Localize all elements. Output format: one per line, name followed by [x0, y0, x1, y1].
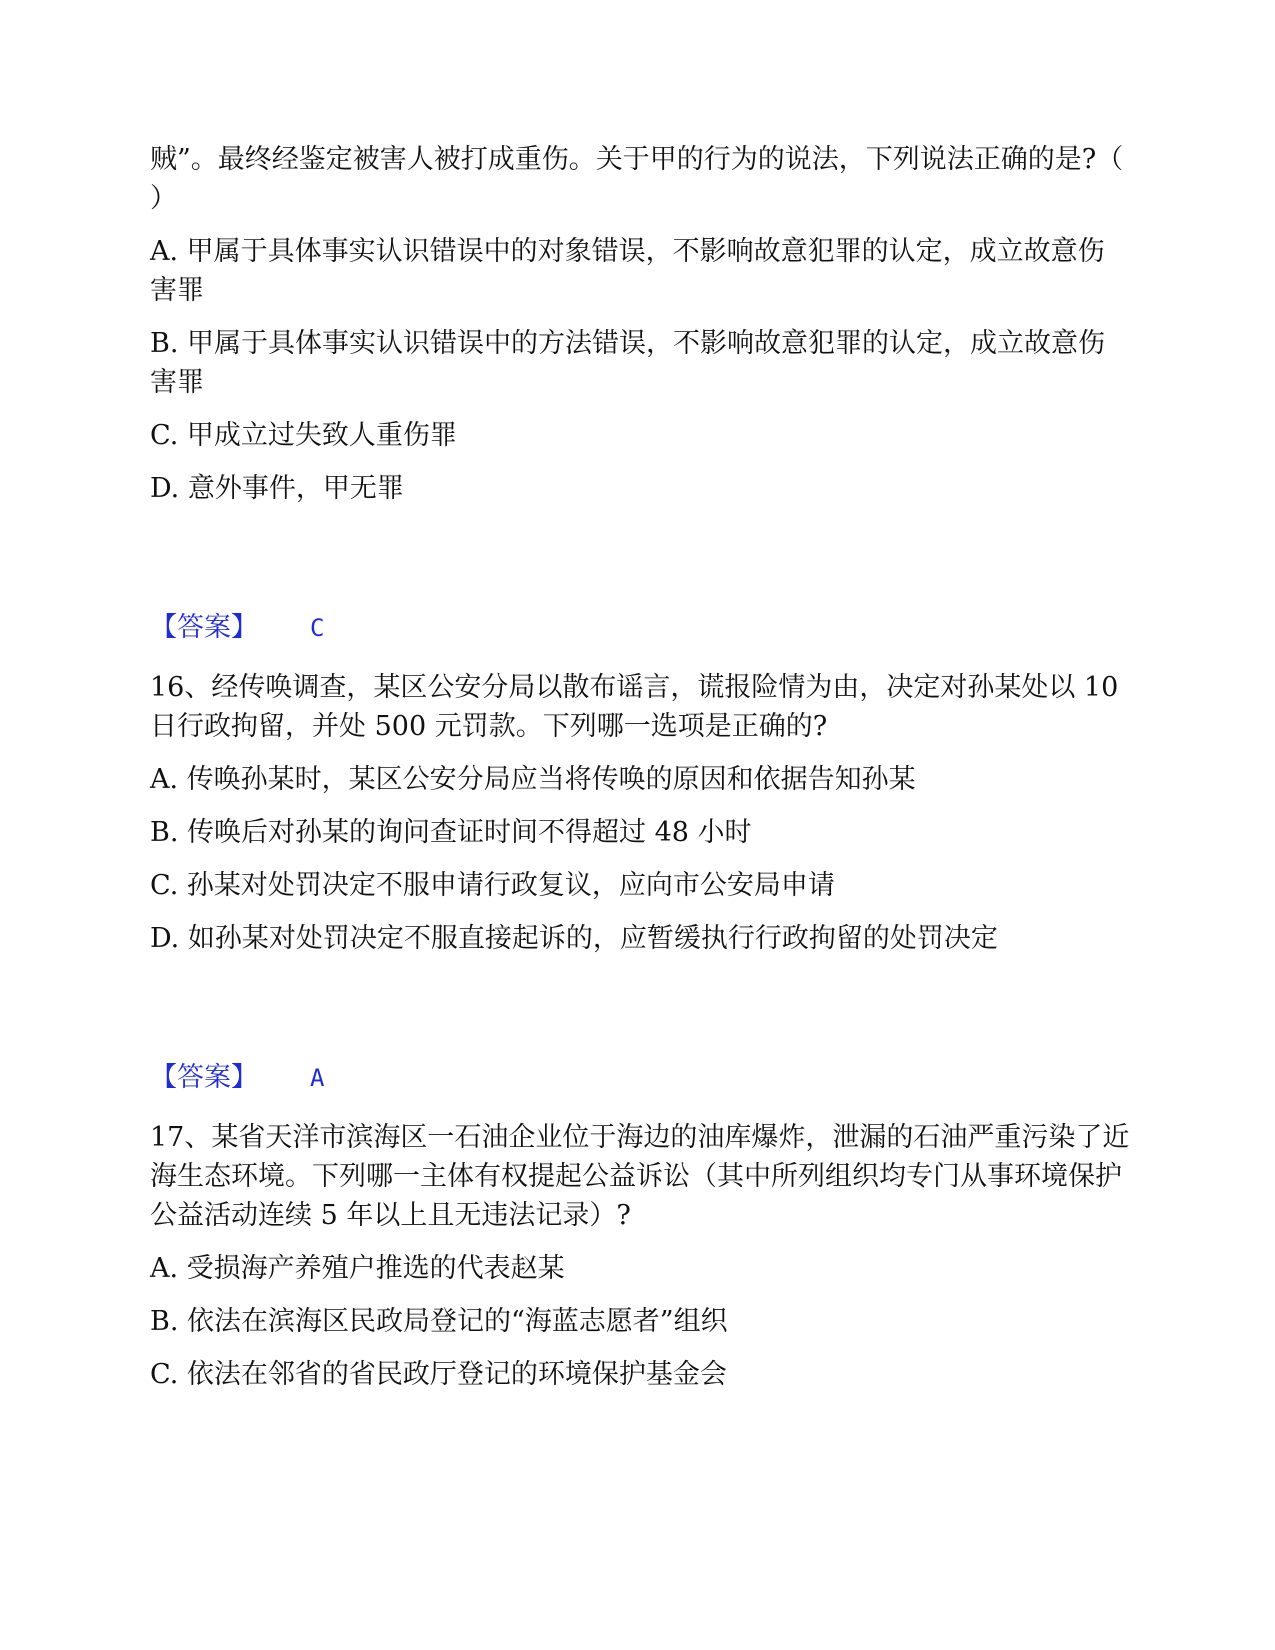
question-15-stem: 贼”。最终经鉴定被害人被打成重伤。关于甲的行为的说法，下列说法正确的是?（ ） [150, 144, 1124, 214]
question-15-option-d: D. 意外事件，甲无罪 [150, 473, 404, 504]
question-16-option-d: D. 如孙某对处罚决定不服直接起诉的，应暂缓执行行政拘留的处罚决定 [150, 923, 998, 954]
question-16-stem: 16、经传唤调查，某区公安分局以散布谣言，谎报险情为由，决定对孙某处以 10 日行政拘留，并处 500 元罚款。下列哪一选项是正确的? [150, 672, 1119, 742]
answer-15 [150, 608, 1130, 648]
question-15-option-b: B. 甲属于具体事实认识错误中的方法错误，不影响故意犯罪的认定，成立故意伤害罪 [150, 328, 1106, 398]
answer-16 [150, 1058, 1130, 1098]
question-16-option-a: A. 传唤孙某时，某区公安分局应当将传唤的原因和依据告知孙某 [150, 764, 916, 795]
question-17-option-b: B. 依法在滨海区民政局登记的“海蓝志愿者”组织 [150, 1306, 728, 1337]
answer-label: 【答案】 [150, 1062, 258, 1093]
question-17-option-a: A. 受损海产养殖户推选的代表赵某 [150, 1253, 565, 1284]
question-16-option-c: C. 孙某对处罚决定不服申请行政复议，应向市公安局申请 [150, 870, 835, 901]
question-16-option-b: B. 传唤后对孙某的询问查证时间不得超过 48 小时 [150, 817, 752, 848]
question-15-option-a: A. 甲属于具体事实认识错误中的对象错误，不影响故意犯罪的认定，成立故意伤害罪 [150, 236, 1105, 306]
answer-value: C [310, 614, 325, 642]
document-page [150, 140, 1130, 1408]
answer-value: A [310, 1064, 325, 1092]
question-17-option-c: C. 依法在邻省的省民政厅登记的环境保护基金会 [150, 1359, 727, 1390]
question-15-option-c: C. 甲成立过失致人重伤罪 [150, 420, 457, 451]
answer-label: 【答案】 [150, 612, 258, 643]
question-17-stem: 17、某省天洋市滨海区一石油企业位于海边的油库爆炸，泄漏的石油严重污染了近海生态环境。下列哪一主体有权提起公益诉讼（其中所列组织均专门从事环境保护公益活动连续 5 年以上且无违法记录）? [150, 1122, 1130, 1231]
